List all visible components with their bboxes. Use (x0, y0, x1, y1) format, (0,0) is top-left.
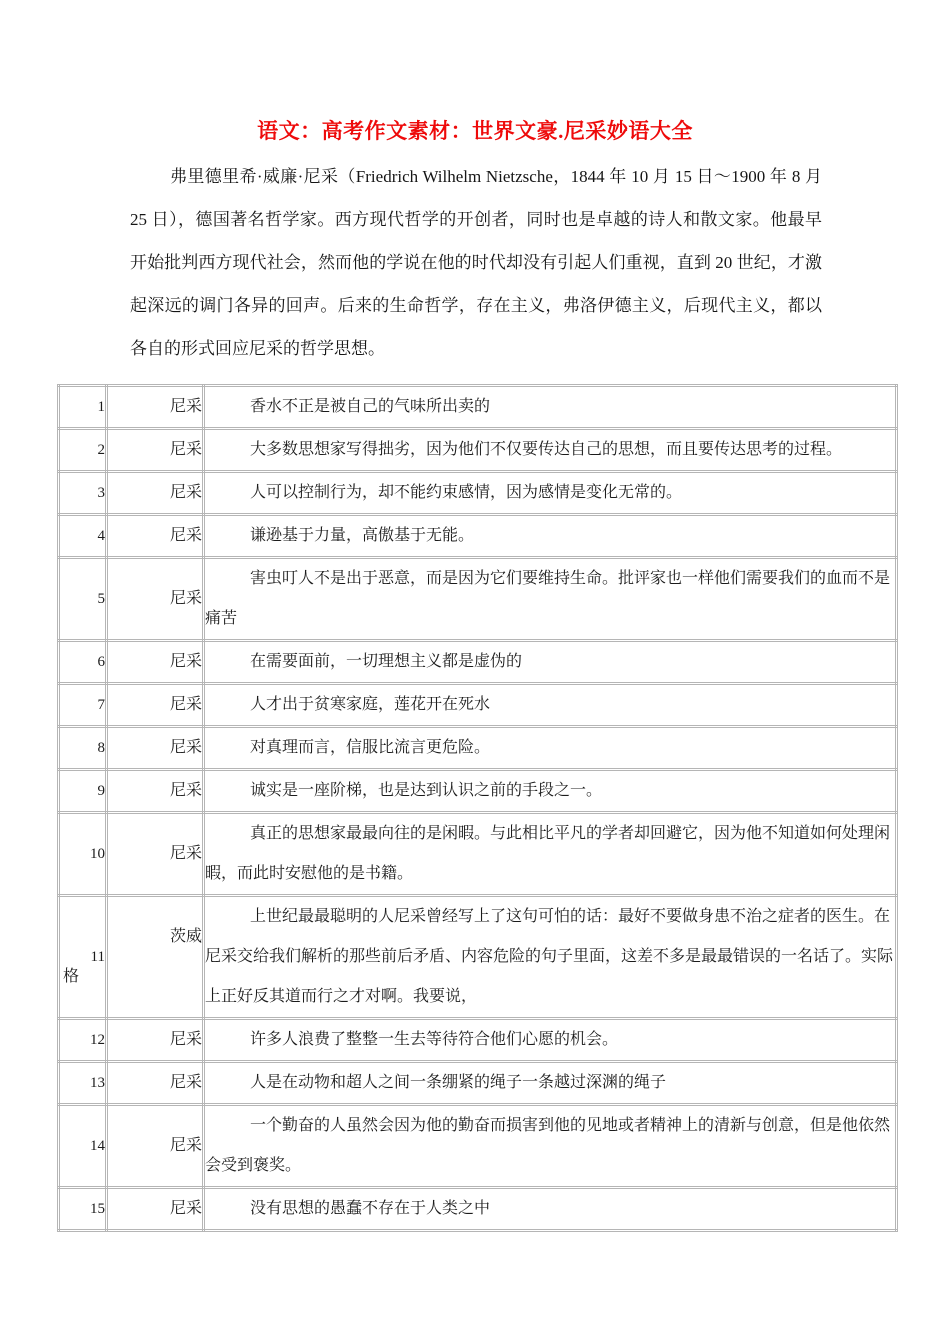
table-row (59, 472, 897, 515)
row-number: 6 (59, 641, 107, 684)
table-row (59, 558, 897, 641)
author-name: 尼采 (107, 1019, 204, 1062)
author-name: 尼采 (107, 472, 204, 515)
table-row (59, 1105, 897, 1188)
author-name: 尼采 (107, 1105, 204, 1188)
author-name: 尼采 (107, 1062, 204, 1105)
author-name: 尼采 (107, 515, 204, 558)
row-number: 4 (59, 515, 107, 558)
quote-text: 人可以控制行为，却不能约束感情，因为感情是变化无常的。 (204, 472, 897, 515)
quote-text: 人才出于贫寒家庭，莲花开在死水 (204, 684, 897, 727)
table-row (59, 1019, 897, 1062)
quote-text: 真正的思想家最最向往的是闲暇。与此相比平凡的学者却回避它，因为他不知道如何处理闲暇，而此时安慰他的是书籍。 (204, 813, 897, 896)
quotes-table-body (59, 386, 897, 1231)
table-row (59, 813, 897, 896)
quote-text: 谦逊基于力量，高傲基于无能。 (204, 515, 897, 558)
table-row (59, 896, 897, 1019)
table-row (59, 727, 897, 770)
table-row (59, 1062, 897, 1105)
author-name: 尼采 (107, 429, 204, 472)
row-number: 5 (59, 558, 107, 641)
row-number: 3 (59, 472, 107, 515)
author-name: 尼采 (107, 1188, 204, 1231)
row-number: 9 (59, 770, 107, 813)
table-row (59, 386, 897, 429)
author-name: 尼采 (107, 813, 204, 896)
row-number: 1 (59, 386, 107, 429)
author-name-part: 格 (63, 968, 80, 985)
row-number: 2 (59, 429, 107, 472)
row-number: 14 (59, 1105, 107, 1188)
table-row (59, 515, 897, 558)
author-name: 尼采 (107, 727, 204, 770)
quotes-table (57, 384, 898, 1232)
author-name-part: 茨威 (169, 928, 202, 945)
author-name: 尼采 (107, 770, 204, 813)
table-row (59, 770, 897, 813)
author-name: 尼采 (107, 684, 204, 727)
page-title: 语文：高考作文素材：世界文豪.尼采妙语大全 (257, 119, 693, 143)
row-number: 15 (59, 1188, 107, 1231)
author-name: 尼采 (107, 386, 204, 429)
table-row (59, 684, 897, 727)
row-number: 10 (59, 813, 107, 896)
table-row (59, 429, 897, 472)
quote-text: 大多数思想家写得拙劣，因为他们不仅要传达自己的思想，而且要传达思考的过程。 (204, 429, 897, 472)
quote-text: 许多人浪费了整整一生去等待符合他们心愿的机会。 (204, 1019, 897, 1062)
intro-paragraph: 弗里德里希·威廉·尼采（Friedrich Wilhelm Nietzsche，1844 年 10 月 15 日～1900 年 8 月 25 日），德国著名哲学家。西方现代哲学的开创者，同时也是卓越的诗人和散文家。他最早开始批判西方现代社会，然而他的学说在他的时代却没有引起人们重视，直到 20 世纪，才激起深远的调门各异的回声。后来的生命哲学，存在主义，弗洛伊德主义，后现代主义，都以各自的形式回应尼采的哲学思想。 (130, 167, 822, 358)
row-number: 8 (59, 727, 107, 770)
quote-text: 害虫叮人不是出于恶意，而是因为它们要维持生命。批评家也一样他们需要我们的血而不是痛苦 (204, 558, 897, 641)
table-row (59, 641, 897, 684)
quote-text: 上世纪最最聪明的人尼采曾经写上了这句可怕的话：最好不要做身患不治之症者的医生。在尼采交给我们解析的那些前后矛盾、内容危险的句子里面，这差不多是最最错误的一名话了。实际上正好反其道而行之才对啊。我要说， (204, 896, 897, 1019)
quote-text: 诚实是一座阶梯，也是达到认识之前的手段之一。 (204, 770, 897, 813)
quote-text: 一个勤奋的人虽然会因为他的勤奋而损害到他的见地或者精神上的清新与创意，但是他依然会受到褒奖。 (204, 1105, 897, 1188)
quote-text: 对真理而言，信服比流言更危险。 (204, 727, 897, 770)
row-number: 11 (59, 896, 107, 1019)
row-number: 13 (59, 1062, 107, 1105)
quote-text: 人是在动物和超人之间一条绷紧的绳子一条越过深渊的绳子 (204, 1062, 897, 1105)
table-row (59, 1188, 897, 1231)
author-name: 尼采 (107, 641, 204, 684)
row-number: 7 (59, 684, 107, 727)
author-name: 尼采 (107, 558, 204, 641)
quote-text: 香水不正是被自己的气味所出卖的 (204, 386, 897, 429)
quote-text: 在需要面前，一切理想主义都是虚伪的 (204, 641, 897, 684)
row-number: 12 (59, 1019, 107, 1062)
quote-text: 没有思想的愚蠢不存在于人类之中 (204, 1188, 897, 1231)
